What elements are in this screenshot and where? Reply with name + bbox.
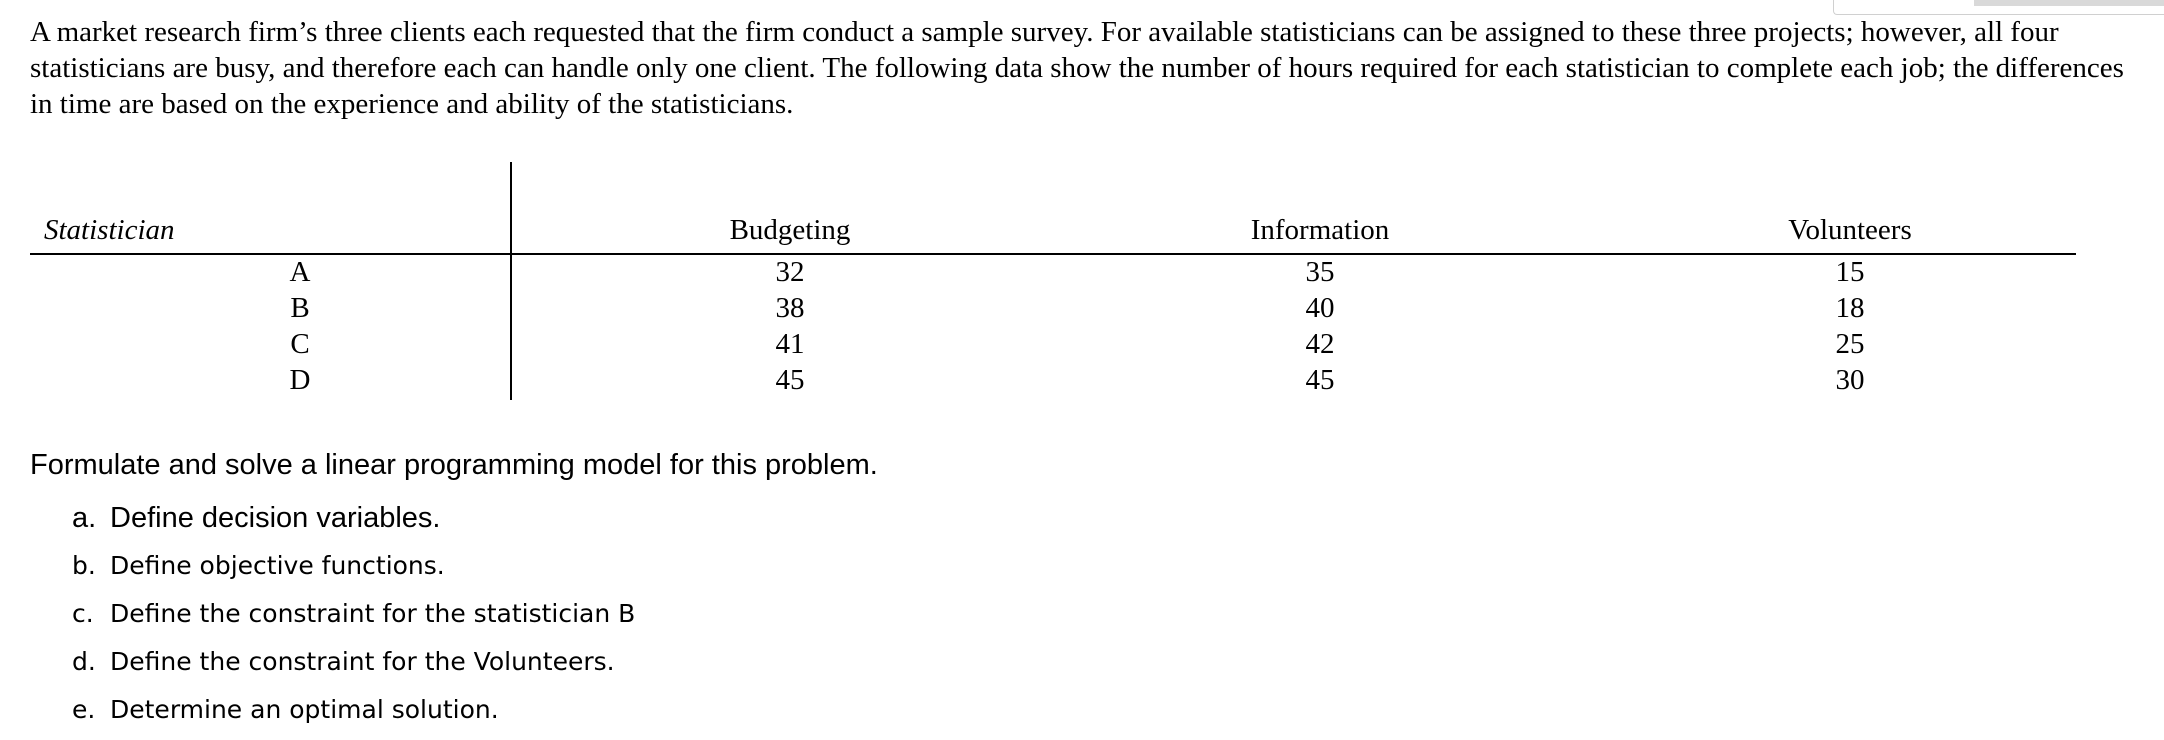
table-row-d-budgeting: 45	[775, 364, 805, 396]
list-item-part-a	[72, 500, 440, 536]
part-marker: e.	[72, 695, 96, 724]
table-row-a-budgeting: 32	[775, 256, 805, 288]
table-row-c-information: 42	[1305, 328, 1335, 360]
table-vertical-divider	[510, 162, 512, 400]
table-row-d-statistician: D	[289, 364, 311, 396]
part-marker: d.	[72, 647, 96, 676]
header-statistician: Statistician	[44, 214, 175, 246]
table-row-b-budgeting: 38	[775, 292, 805, 324]
list-item-part-d	[72, 644, 615, 680]
table-row-b-volunteers: 18	[1835, 292, 1865, 324]
part-text: Determine an optimal solution.	[110, 695, 499, 724]
list-item-part-c	[72, 596, 635, 632]
window-corner-shade	[1974, 0, 2164, 6]
list-item-part-b	[72, 548, 445, 584]
part-text: Define objective functions.	[110, 551, 445, 580]
header-volunteers: Volunteers	[1788, 214, 1912, 246]
part-text: Define decision variables.	[110, 502, 441, 534]
table-row-c-volunteers: 25	[1835, 328, 1865, 360]
table-row-a-statistician: A	[289, 256, 311, 288]
part-marker: a.	[72, 502, 97, 534]
table-row-a-volunteers: 15	[1835, 256, 1865, 288]
header-budgeting: Budgeting	[729, 214, 851, 246]
part-marker: b.	[72, 551, 96, 580]
header-information: Information	[1250, 214, 1390, 246]
part-marker: c.	[72, 599, 94, 628]
table-row-c-statistician: C	[290, 328, 310, 360]
table-row-a-information: 35	[1305, 256, 1335, 288]
hours-table	[30, 162, 2076, 400]
list-item-part-e	[72, 692, 499, 728]
question-prompt: Formulate and solve a linear programming model for this problem.	[30, 449, 878, 481]
table-row-d-information: 45	[1305, 364, 1335, 396]
table-row-b-information: 40	[1305, 292, 1335, 324]
problem-intro: A market research firm’s three clients each requested that the firm conduct a sample survey. For available statisticians can be assigned to these three projects; however, all four statisticians are busy, and therefore each can handle only one client. The following data show the number of hours required for each statistician to complete each job; the differences in time are based on the experience and ability of the statisticians.	[30, 16, 2124, 120]
part-text: Define the constraint for the statistician B	[110, 599, 636, 628]
table-row-d-volunteers: 30	[1835, 364, 1865, 396]
table-row-c-budgeting: 41	[775, 328, 805, 360]
table-row-b-statistician: B	[290, 292, 310, 324]
part-text: Define the constraint for the Volunteers.	[110, 647, 615, 676]
